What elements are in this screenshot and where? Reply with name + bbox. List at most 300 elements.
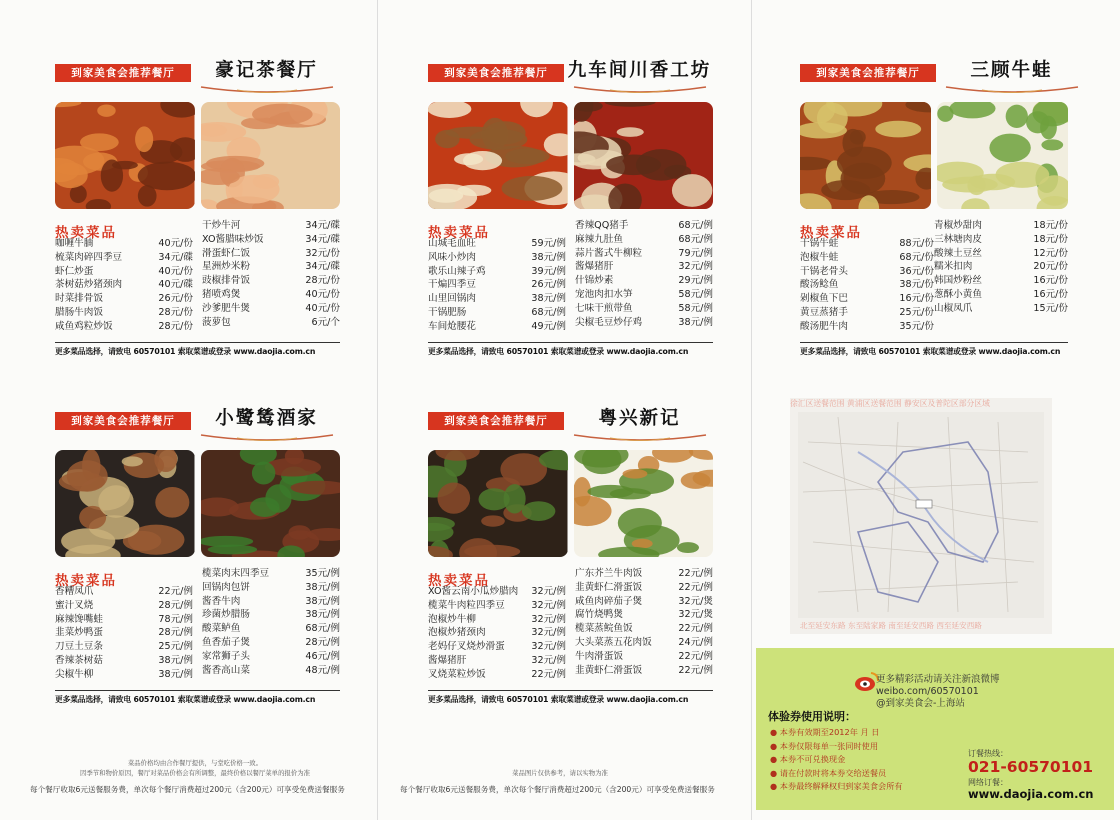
dish-photo — [201, 450, 341, 557]
dish-price: 24元/例 — [678, 636, 713, 648]
menu-item — [202, 274, 340, 288]
dish-price: 40元/份 — [158, 238, 193, 249]
coupon-rules — [770, 726, 960, 794]
dish-price: 12元/份 — [1033, 247, 1068, 259]
dish-price: 16元/份 — [1033, 275, 1068, 287]
website-link[interactable]: www.daojia.com.cn — [968, 787, 1094, 801]
menu-item — [202, 567, 340, 581]
dish-price: 22元/例 — [678, 568, 713, 579]
menu-item — [428, 237, 566, 251]
menu-item — [575, 567, 713, 581]
dish-name: 腐竹烧鸭煲 — [575, 609, 623, 621]
dish-price: 22元/例 — [158, 586, 193, 597]
menu-item — [202, 622, 340, 636]
dish-name: 虾仁炒蛋 — [55, 265, 94, 277]
menu-item — [428, 640, 566, 654]
dish-name: 车间炝腰花 — [428, 320, 476, 332]
dish-name: 榄菜蒸鲩鱼饭 — [575, 623, 633, 635]
restaurant-header — [800, 56, 1068, 102]
restaurant-name: 小鹭鸶酒家 — [215, 408, 318, 429]
menu-item — [428, 626, 566, 640]
menu-item — [800, 306, 934, 320]
dish-price: 25元/份 — [899, 306, 934, 318]
dish-name: 麻辣馋嘴蛙 — [55, 613, 103, 625]
dish-name: 时菜排骨饭 — [55, 293, 103, 305]
dish-name: XO酱云南小瓜炒腊肉 — [428, 586, 519, 597]
dish-name: 腊肠牛肉饭 — [55, 306, 103, 318]
menu-item — [575, 622, 713, 636]
dish-photo — [201, 102, 341, 209]
hotline-number: 021-60570101 — [968, 758, 1094, 776]
dish-name: 鱼香茄子煲 — [202, 636, 250, 648]
recommended-tag: 到家美食会推荐餐厅 — [428, 64, 564, 82]
menu-item — [575, 260, 713, 274]
menu-item — [202, 219, 340, 233]
dish-name: 葱酥小黄鱼 — [934, 288, 982, 300]
restaurant-card — [428, 404, 713, 705]
dish-price: 16元/份 — [1033, 288, 1068, 300]
dish-price: 48元/例 — [305, 664, 340, 676]
dish-price: 6元/个 — [311, 316, 340, 328]
dish-name: 山椒凤爪 — [934, 302, 973, 314]
hot-dishes-heading: 热卖菜品 — [428, 573, 490, 589]
dish-price: 68元/例 — [678, 233, 713, 245]
dish-photo — [937, 102, 1068, 209]
dish-price: 28元/份 — [158, 320, 193, 332]
dish-name: 干锅肥肠 — [428, 306, 467, 318]
map-boundary-note: 北至延安东路 东至陆家路 南至延安西路 西至延安西路 — [800, 621, 982, 630]
restaurant-card — [428, 56, 713, 357]
dish-price: 39元/例 — [531, 265, 566, 277]
dish-price: 68元/例 — [678, 220, 713, 231]
menu-item — [428, 599, 566, 613]
menu-item — [202, 316, 340, 330]
menu-item — [800, 278, 934, 292]
dish-price: 78元/例 — [158, 613, 193, 625]
menu-item — [202, 595, 340, 609]
dish-price: 32元/例 — [531, 599, 566, 611]
menu-item — [800, 237, 934, 251]
dish-photo — [574, 102, 714, 209]
dish-price: 49元/例 — [531, 320, 566, 332]
dish-price: 15元/份 — [1033, 302, 1068, 314]
dish-price: 22元/例 — [678, 581, 713, 593]
dish-price: 38元/例 — [158, 668, 193, 680]
more-dishes-footer: 更多菜品选择，请致电 60570101 索取菜谱或登录 www.daojia.com.cn — [55, 342, 340, 357]
dish-photo — [55, 102, 195, 209]
price-disclaimer: 菜品价格均由合作餐厅提供，与堂吃价格一致。 因季节和物价原因，餐厅对菜品价格会有所调整，最终价格以餐厅菜单的报价为准 — [79, 759, 311, 777]
menu-item — [55, 237, 193, 251]
dish-name: 三林塘肉皮 — [934, 233, 982, 245]
restaurant-name: 九车间川香工坊 — [567, 60, 712, 81]
dish-name: 咸鱼鸡粒炒饭 — [55, 320, 113, 332]
menu-item — [800, 265, 934, 279]
menu-item — [428, 306, 566, 320]
dish-price: 38元/例 — [305, 609, 340, 621]
dish-price: 35元/例 — [305, 568, 340, 579]
menu-item — [202, 650, 340, 664]
hotline-label: 订餐热线： — [968, 749, 1008, 758]
dish-name: 榄菜牛肉粒四季豆 — [428, 599, 505, 611]
menu-item — [428, 668, 566, 682]
dish-price: 34元/碟 — [158, 251, 193, 263]
delivery-fee-note-left: 每个餐厅收取6元送餐服务费，单次每个餐厅消费超过200元（含200元）可享受免费送餐服务 — [30, 785, 345, 794]
dish-price: 32元/例 — [531, 613, 566, 625]
dish-name: 菠萝包 — [202, 316, 231, 328]
dish-name: 酱香高山菜 — [202, 664, 250, 676]
dish-price: 32元/例 — [531, 641, 566, 653]
menu-item — [202, 302, 340, 316]
ornament-swash — [570, 83, 710, 97]
dish-price: 38元/份 — [899, 279, 934, 291]
dish-name: 韭菜炒鸭蛋 — [55, 627, 103, 639]
dish-price: 40元/份 — [305, 288, 340, 300]
menu-item — [55, 599, 193, 613]
menu-item — [428, 613, 566, 627]
menu-item — [800, 251, 934, 265]
dish-price: 59元/例 — [531, 238, 566, 249]
more-dishes-footer: 更多菜品选择，请致电 60570101 索取菜谱或登录 www.daojia.com.cn — [428, 690, 713, 705]
dish-name: 香糟凤爪 — [55, 586, 94, 597]
menu-column-left — [55, 585, 193, 682]
menu-item — [55, 265, 193, 279]
dish-price: 22元/例 — [531, 668, 566, 680]
restaurant-card — [55, 56, 340, 357]
menu-item — [55, 668, 193, 682]
dish-name: 叉烧菜粒炒饭 — [428, 668, 486, 680]
coupon-rule: ● 请在付款时将本券交给送餐员 — [770, 767, 887, 778]
city-map-graphic — [798, 412, 1044, 618]
dish-price: 26元/例 — [531, 279, 566, 291]
dish-price: 68元/例 — [305, 623, 340, 635]
dish-name: 剁椒鱼下巴 — [800, 293, 848, 305]
ornament-swash — [570, 431, 710, 445]
dish-price: 32元/例 — [678, 261, 713, 273]
dish-price: 34元/碟 — [305, 261, 340, 273]
menu-item — [800, 320, 934, 334]
hot-dishes-heading: 热卖菜品 — [55, 573, 117, 589]
menu-column-right — [934, 219, 1068, 334]
menu-item — [428, 265, 566, 279]
dish-price: 18元/份 — [1033, 233, 1068, 245]
hot-dishes-heading: 热卖菜品 — [800, 225, 862, 241]
menu-item — [575, 608, 713, 622]
restaurant-header — [428, 404, 713, 450]
dish-name: 茶树菇炒猪颈肉 — [55, 279, 123, 291]
dish-price: 68元/份 — [899, 251, 934, 263]
dish-name: 梳菜肉碎四季豆 — [55, 251, 123, 263]
dish-price: 28元/例 — [305, 636, 340, 648]
menu-item — [55, 613, 193, 627]
menu-column-left — [428, 585, 566, 682]
delivery-area-map — [790, 398, 1052, 634]
dish-name: 歌乐山辣子鸡 — [428, 265, 486, 277]
dish-name: 泡椒炒猪颈肉 — [428, 627, 486, 639]
menu-item — [428, 654, 566, 668]
dish-name: 酱爆猪肝 — [428, 654, 467, 666]
dish-name: 沙爹肥牛煲 — [202, 302, 250, 314]
dish-name: 酸菜鲈鱼 — [202, 623, 241, 635]
menu-item — [55, 654, 193, 668]
dish-name: 麻辣九肚鱼 — [575, 233, 623, 245]
dish-price: 22元/例 — [678, 623, 713, 635]
dish-name: 青椒炒甜肉 — [934, 220, 982, 231]
dish-price: 58元/例 — [678, 288, 713, 300]
menu-item — [575, 219, 713, 233]
dish-name: 尖椒牛柳 — [55, 668, 94, 680]
dish-price: 20元/份 — [1033, 261, 1068, 273]
dish-name: 酱香牛肉 — [202, 595, 241, 607]
menu-item — [202, 233, 340, 247]
dish-name: 大头菜蒸五花肉饭 — [575, 636, 652, 648]
dish-price: 18元/份 — [1033, 220, 1068, 231]
dish-name: 咸鱼肉碎茄子煲 — [575, 595, 643, 607]
restaurant-card — [55, 404, 340, 705]
dish-name: 风味小炒肉 — [428, 251, 476, 263]
dish-name: 香辣QQ猪手 — [575, 220, 629, 231]
dish-price: 38元/例 — [305, 581, 340, 593]
menu-item — [202, 581, 340, 595]
dish-price: 32元/煲 — [678, 609, 713, 621]
coupon-rule: ● 本券最终解释权归到家美食会所有 — [770, 781, 903, 791]
menu-item — [575, 664, 713, 678]
coupon-rule: ● 本券不可兑换现金 — [770, 754, 846, 764]
dish-name: 回锅肉包饼 — [202, 581, 250, 593]
ornament-swash — [942, 83, 1082, 97]
menu-item — [575, 595, 713, 609]
menu-item — [934, 274, 1068, 288]
menu-item — [575, 581, 713, 595]
menu-column-right — [202, 219, 340, 334]
dish-name: 韭黄虾仁滑蛋饭 — [575, 664, 643, 676]
dish-name: 干锅老骨头 — [800, 265, 848, 277]
dish-name: 泡椒炒牛柳 — [428, 613, 476, 625]
dish-price: 22元/例 — [678, 650, 713, 662]
menu-item — [55, 292, 193, 306]
dish-price: 38元/例 — [531, 293, 566, 305]
more-dishes-footer: 更多菜品选择，请致电 60570101 索取菜谱或登录 www.daojia.com.cn — [55, 690, 340, 705]
dish-price: 40元/份 — [158, 265, 193, 277]
dish-price: 26元/份 — [158, 293, 193, 305]
menu-item — [575, 650, 713, 664]
dish-price: 40元/份 — [305, 302, 340, 314]
dish-price: 28元/份 — [158, 306, 193, 318]
weibo-follow-text: 更多精彩活动请关注新浪微博 weibo.com/60570101 @到家美食会-上海站 — [876, 674, 1000, 709]
menu-column-left — [428, 237, 566, 334]
dish-name: 刀豆土豆条 — [55, 641, 103, 653]
dish-name: 珍菌炒腊肠 — [202, 609, 250, 621]
dish-photos — [428, 102, 713, 209]
ornament-swash — [197, 83, 337, 97]
delivery-fee-note-middle: 每个餐厅收取6元送餐服务费，单次每个餐厅消费超过200元（含200元）可享受免费送餐服务 — [400, 785, 715, 794]
dish-price: 58元/例 — [678, 302, 713, 314]
menu-item — [202, 247, 340, 261]
dish-price: 79元/例 — [678, 247, 713, 259]
dish-name: 干锅牛蛙 — [800, 238, 839, 249]
menu-item — [55, 320, 193, 334]
dish-price: 38元/例 — [678, 316, 713, 328]
dish-price: 40元/碟 — [158, 279, 193, 291]
dish-name: 豉椒排骨饭 — [202, 275, 250, 287]
dish-name: 糯米扣肉 — [934, 261, 973, 273]
dish-name: XO酱腊味炒饭 — [202, 233, 264, 245]
menu-item — [934, 302, 1068, 316]
dish-name: 黄豆蒸猪手 — [800, 306, 848, 318]
dish-price: 32元/例 — [531, 627, 566, 639]
menu-item — [202, 608, 340, 622]
restaurant-name: 粤兴新记 — [598, 408, 681, 429]
restaurant-name: 三顾牛蛙 — [970, 60, 1053, 81]
dish-name: 韩国炒粉丝 — [934, 275, 982, 287]
restaurant-name: 豪记茶餐厅 — [215, 60, 318, 81]
menu-item — [55, 278, 193, 292]
restaurant-header — [55, 56, 340, 102]
dish-name: 韭黄虾仁滑蛋饭 — [575, 581, 643, 593]
dish-photo — [428, 450, 568, 557]
dish-name: 宠池肉扣水笋 — [575, 288, 633, 300]
dish-price: 25元/例 — [158, 641, 193, 653]
dish-price: 28元/例 — [158, 599, 193, 611]
dish-name: 蒜片酱式牛柳粒 — [575, 247, 643, 259]
recommended-tag: 到家美食会推荐餐厅 — [55, 64, 191, 82]
menu-item — [202, 260, 340, 274]
dish-name: 干煸四季豆 — [428, 279, 476, 291]
dish-name: 猪喷鸡煲 — [202, 288, 241, 300]
more-dishes-footer: 更多菜品选择，请致电 60570101 索取菜谱或登录 www.daojia.com.cn — [800, 342, 1068, 357]
menu-item — [575, 274, 713, 288]
recommended-tag: 到家美食会推荐餐厅 — [800, 64, 936, 82]
menu-item — [800, 292, 934, 306]
dish-price: 16元/份 — [899, 293, 934, 305]
menu-item — [428, 278, 566, 292]
menu-item — [202, 636, 340, 650]
menu-item — [428, 320, 566, 334]
restaurant-header — [428, 56, 713, 102]
dish-name: 干炒牛河 — [202, 220, 241, 231]
dish-name: 酱爆猪肝 — [575, 261, 614, 273]
website-label: 网络订餐： — [968, 778, 1008, 787]
menu-column-right — [575, 567, 713, 682]
menu-item — [575, 302, 713, 316]
menu-item — [428, 585, 566, 599]
dish-photos — [428, 450, 713, 557]
menu-item — [55, 306, 193, 320]
dish-name: 尖椒毛豆炒仔鸡 — [575, 316, 643, 328]
dish-price: 46元/例 — [305, 650, 340, 662]
dish-price: 38元/例 — [158, 654, 193, 666]
trial-coupon — [756, 648, 1114, 810]
menu-item — [575, 288, 713, 302]
dish-name: 山里回锅肉 — [428, 293, 476, 305]
dish-price: 32元/例 — [531, 654, 566, 666]
dish-name: 七味干煎带鱼 — [575, 302, 633, 314]
dish-price: 28元/例 — [158, 627, 193, 639]
dish-photos — [800, 102, 1068, 209]
dish-price: 35元/份 — [899, 320, 934, 332]
menu-item — [575, 636, 713, 650]
dish-price: 28元/份 — [305, 275, 340, 287]
dish-price: 32元/例 — [531, 586, 566, 597]
coupon-rule: ● 本券有效期至2012年 月 日 — [770, 727, 880, 737]
menu-item — [934, 219, 1068, 233]
menu-item — [55, 585, 193, 599]
menu-item — [428, 292, 566, 306]
menu-item — [202, 664, 340, 678]
photo-disclaimer: 菜品图片仅供参考，请以实物为准 — [512, 769, 608, 777]
dish-price: 32元/份 — [305, 247, 340, 259]
dish-price: 34元/碟 — [305, 220, 340, 231]
dish-price: 38元/例 — [531, 251, 566, 263]
menu-item — [934, 260, 1068, 274]
dish-name: 牛肉滑蛋饭 — [575, 650, 623, 662]
restaurant-card — [800, 56, 1068, 357]
restaurant-header — [55, 404, 340, 450]
dish-photos — [55, 102, 340, 209]
menu-item — [575, 316, 713, 330]
dish-price: 68元/例 — [531, 306, 566, 318]
hot-dishes-heading: 热卖菜品 — [428, 225, 490, 241]
dish-name: 老妈仔叉烧炒滑蛋 — [428, 641, 505, 653]
recommended-tag: 到家美食会推荐餐厅 — [428, 412, 564, 430]
coupon-rule: ● 本券仅限每单一张同时使用 — [770, 740, 879, 751]
menu-column-right — [202, 567, 340, 682]
dish-name: 滑蛋虾仁饭 — [202, 247, 250, 259]
recommended-tag: 到家美食会推荐餐厅 — [55, 412, 191, 430]
dish-photo — [428, 102, 568, 209]
menu-item — [55, 251, 193, 265]
menu-item — [202, 288, 340, 302]
dish-name: 香辣茶树菇 — [55, 654, 103, 666]
dish-name: 广东芥兰牛肉饭 — [575, 568, 643, 579]
menu-item — [934, 233, 1068, 247]
menu-column-left — [55, 237, 193, 334]
dish-price: 22元/例 — [678, 664, 713, 676]
map-title: 徐汇区送餐范围 黄浦区送餐范围 静安区及普陀区部分区域 — [790, 399, 990, 408]
coupon-title: 体验券使用说明： — [768, 710, 856, 723]
menu-item — [428, 251, 566, 265]
menu-column-left — [800, 237, 934, 334]
dish-name: 泡椒牛蛙 — [800, 251, 839, 263]
dish-price: 38元/例 — [305, 595, 340, 607]
menu-item — [575, 233, 713, 247]
dish-name: 家常狮子头 — [202, 650, 250, 662]
menu-item — [55, 626, 193, 640]
dish-photo — [55, 450, 195, 557]
menu-item — [934, 247, 1068, 261]
dish-name: 什锦炒素 — [575, 275, 614, 287]
dish-photo — [800, 102, 931, 209]
menu-item — [934, 288, 1068, 302]
dish-price: 34元/碟 — [305, 233, 340, 245]
dish-price: 36元/份 — [899, 265, 934, 277]
dish-photos — [55, 450, 340, 557]
dish-name: 酸辣土豆丝 — [934, 247, 982, 259]
dish-name: 蜜汁叉烧 — [55, 599, 94, 611]
hot-dishes-heading: 热卖菜品 — [55, 225, 117, 241]
dish-name: 酸汤鲶鱼 — [800, 279, 839, 291]
dish-name: 咖喱牛腩 — [55, 238, 94, 249]
dish-name: 酸汤肥牛肉 — [800, 320, 848, 332]
ornament-swash — [197, 431, 337, 445]
dish-name: 榄菜肉末四季豆 — [202, 568, 270, 579]
dish-price: 29元/例 — [678, 275, 713, 287]
dish-name: 山城毛血旺 — [428, 238, 476, 249]
menu-item — [575, 247, 713, 261]
more-dishes-footer: 更多菜品选择，请致电 60570101 索取菜谱或登录 www.daojia.com.cn — [428, 342, 713, 357]
dish-price: 88元/份 — [899, 238, 934, 249]
dish-price: 32元/煲 — [678, 595, 713, 607]
dish-name: 星洲炒米粉 — [202, 261, 250, 273]
